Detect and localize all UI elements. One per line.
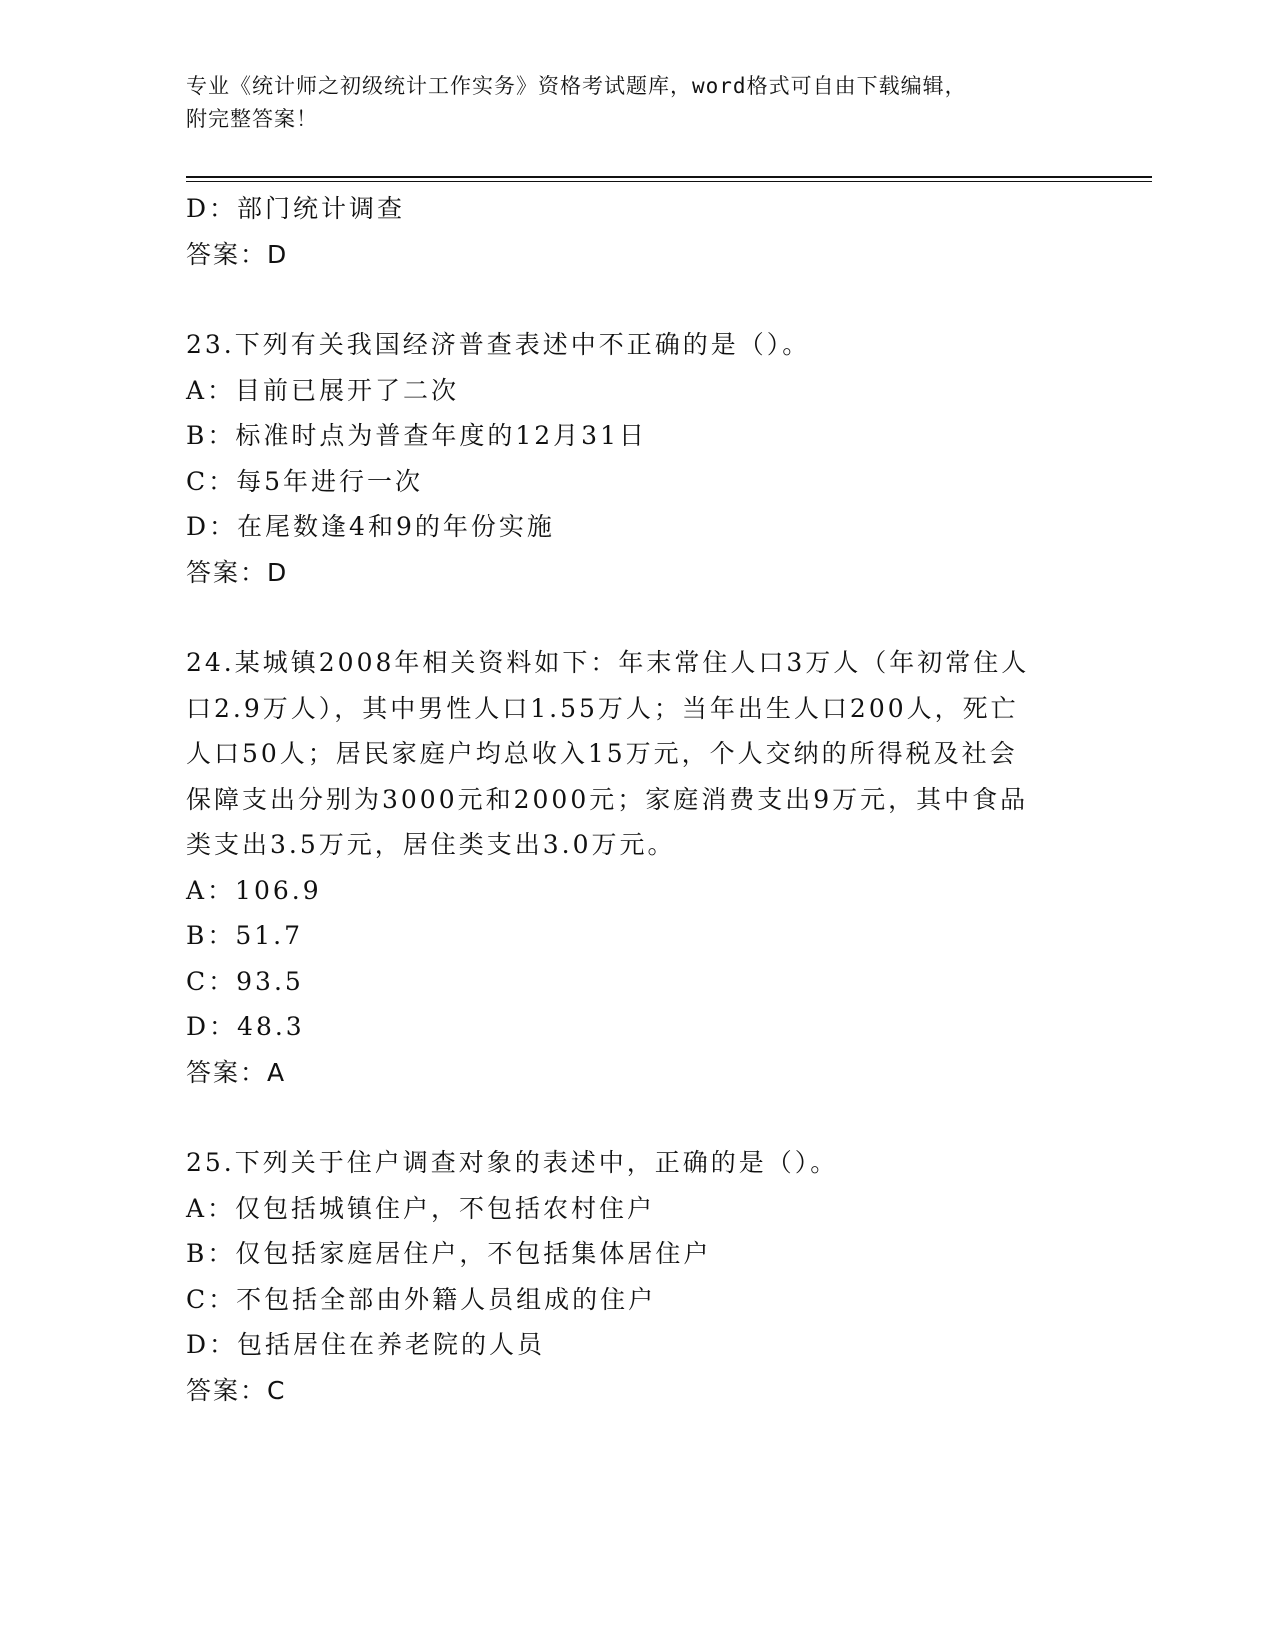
option-a: A：106.9	[186, 875, 322, 905]
option-b: B：仅包括家庭居住户，不包括集体居住户	[186, 1239, 712, 1268]
option-c: C：每5年进行一次	[186, 466, 424, 496]
question-text-line-2: 口2.9万人），其中男性人口1.55万人；当年出生人口200人，死亡	[186, 693, 1019, 723]
option-d: D：48.3	[186, 1012, 305, 1041]
question-text-line-1: 24.某城镇2008年相关资料如下：年末常住人口3万人（年初常住人	[186, 648, 1030, 677]
spacer	[186, 277, 1086, 322]
header-line-2: 附完整答案！	[186, 107, 318, 131]
option-a: A：目前已展开了二次	[186, 375, 460, 405]
question-text-line-5: 类支出3.5万元，居住类支出3.0万元。	[186, 830, 676, 859]
option-c: C：93.5	[186, 966, 304, 996]
option-b: B：标准时点为普查年度的12月31日	[186, 421, 647, 450]
answer-line: 答案：A	[186, 1057, 287, 1087]
header-divider-thin	[186, 181, 1152, 182]
option-d: D：部门统计调查	[186, 194, 406, 223]
question-block-24	[186, 640, 1086, 1095]
question-block-25	[186, 1140, 1086, 1413]
option-a: A：仅包括城镇住户，不包括农村住户	[186, 1193, 656, 1223]
answer-line: 答案：D	[186, 557, 289, 587]
spacer	[186, 595, 1086, 640]
option-b: B：51.7	[186, 921, 304, 950]
question-text: 25.下列关于住户调查对象的表述中，正确的是（）。	[186, 1148, 839, 1177]
answer-line: 答案：C	[186, 1375, 287, 1405]
question-block-23	[186, 322, 1086, 595]
option-d: D：在尾数逢4和9的年份实施	[186, 512, 555, 541]
spacer	[186, 1095, 1086, 1140]
option-c: C：不包括全部由外籍人员组成的住户	[186, 1284, 657, 1314]
question-text: 23.下列有关我国经济普查表述中不正确的是（）。	[186, 330, 811, 359]
question-text-line-4: 保障支出分别为3000元和2000元；家庭消费支出9万元，其中食品	[186, 784, 1029, 814]
page-header	[186, 70, 1086, 136]
option-d: D：包括居住在养老院的人员	[186, 1330, 546, 1359]
answer-line: 答案：D	[186, 239, 289, 269]
header-divider-thick	[186, 176, 1152, 178]
question-list	[186, 186, 1086, 1413]
question-text-line-3: 人口50人；居民家庭户均总收入15万元，个人交纳的所得税及社会	[186, 739, 1018, 768]
header-line-1: 专业《统计师之初级统计工作实务》资格考试题库，word格式可自由下载编辑，	[186, 74, 967, 98]
